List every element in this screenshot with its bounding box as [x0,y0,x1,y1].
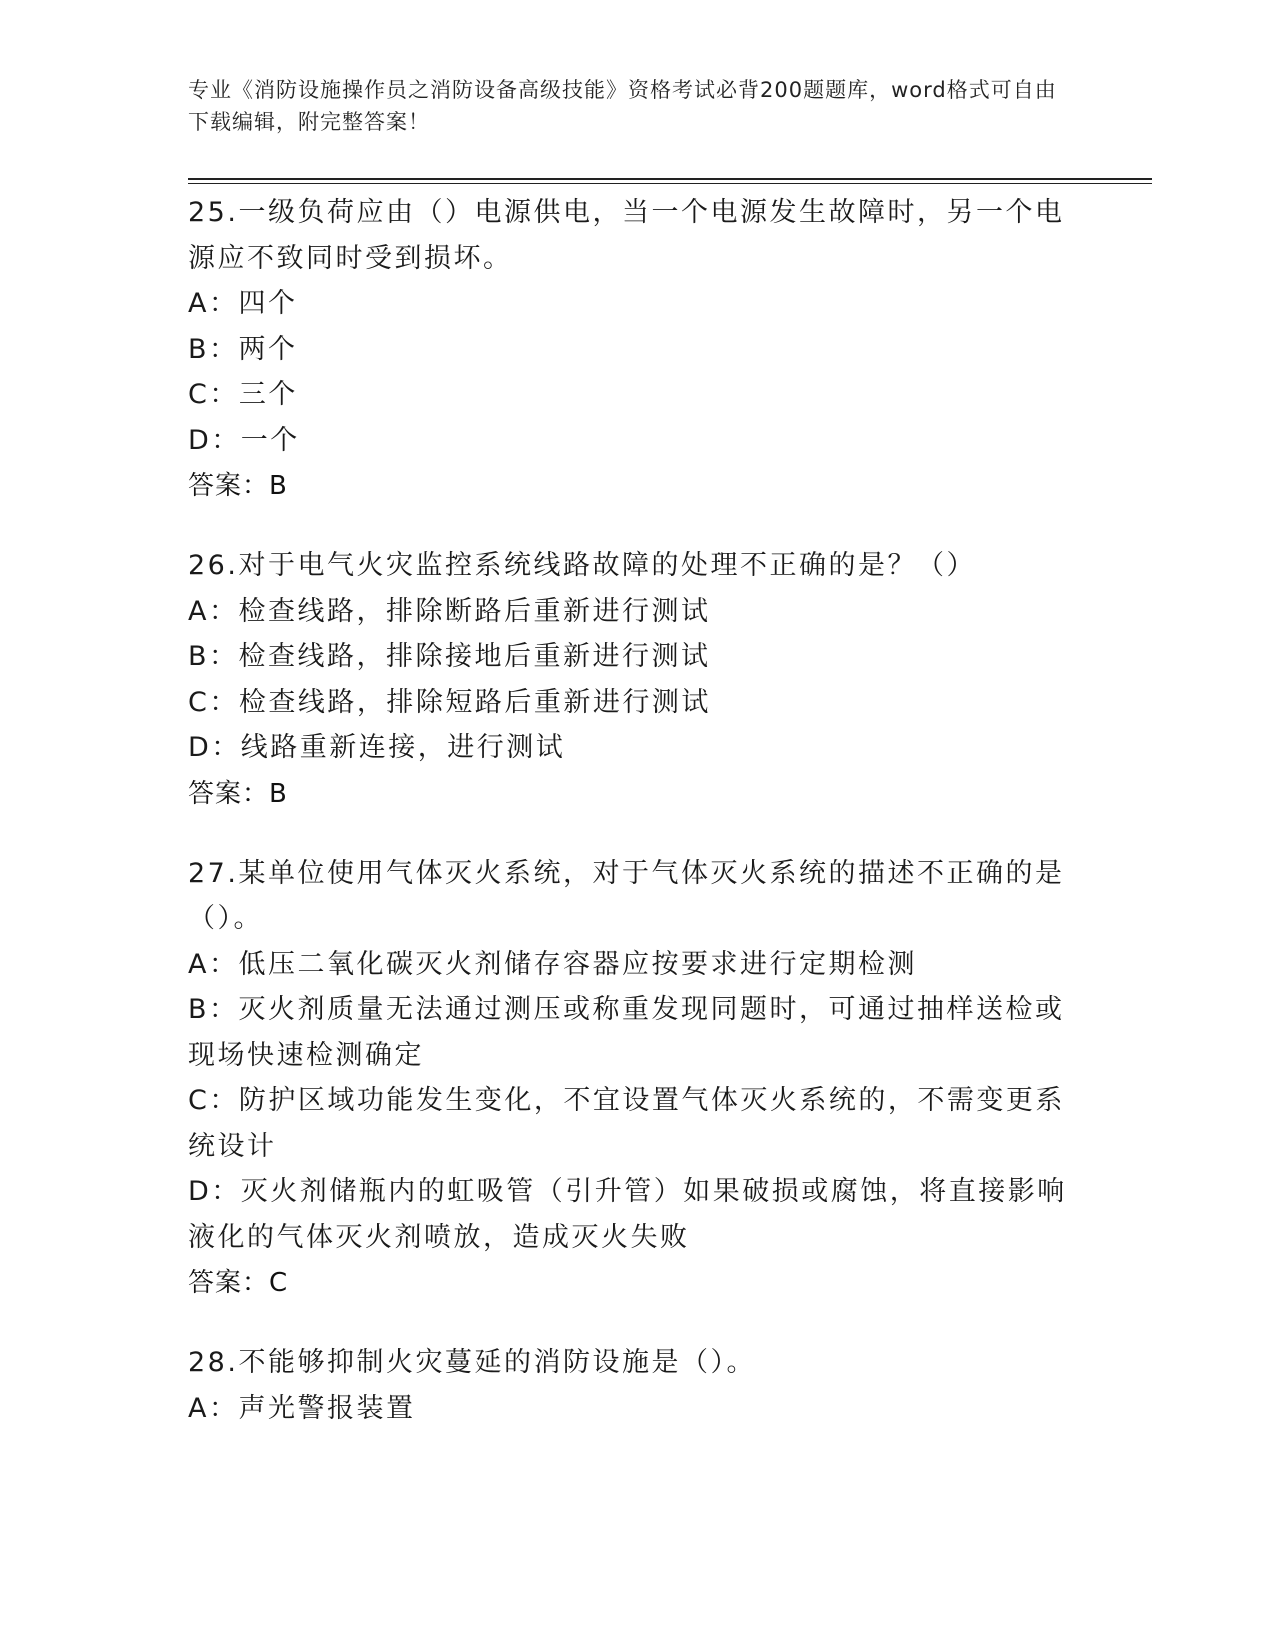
answer: 答案：B [188,778,288,809]
question-text: 26.对于电气火灾监控系统线路故障的处理不正确的是？（） [188,550,976,581]
option-b: B：检查线路，排除接地后重新进行测试 [188,641,711,672]
question-25 [188,190,1088,509]
answer: 答案：B [188,471,288,501]
question-text: 25.一级负荷应由（）电源供电，当一个电源发生故障时，另一个电源应不致同时受到损坏。 [188,197,1065,274]
option-d: D：灭火剂储瓶内的虹吸管（引升管）如果破损或腐蚀，将直接影响液化的气体灭火剂喷放，造成灭火失败 [188,1176,1067,1253]
option-c: C：检查线路，排除短路后重新进行测试 [188,686,711,718]
option-b: B：两个 [188,333,298,365]
option-a: A：四个 [188,288,298,319]
question-list [188,190,1088,1465]
option-d: D：一个 [188,424,300,456]
header-rule-thin [188,183,1152,184]
option-b: B：灭火剂质量无法通过测压或称重发现同题时，可通过抽样送检或现场快速检测确定 [188,994,1065,1071]
question-28 [188,1340,1088,1431]
answer: 答案：C [188,1268,289,1298]
option-c: C：防护区域功能发生变化，不宜设置气体灭火系统的，不需变更系统设计 [188,1085,1065,1162]
option-c: C：三个 [188,379,298,410]
option-d: D：线路重新连接，进行测试 [188,732,566,763]
question-text: 27.某单位使用气体灭火系统，对于气体灭火系统的描述不正确的是（）。 [188,857,1065,934]
question-27 [188,851,1088,1307]
document-header: 专业《消防设施操作员之消防设备高级技能》资格考试必背200题题库，word格式可自由下载编辑，附完整答案！ [188,78,1057,134]
question-text: 28.不能够抑制火灾蔓延的消防设施是（）。 [188,1347,756,1378]
question-26 [188,543,1088,817]
option-a: A：低压二氧化碳灭火剂储存容器应按要求进行定期检测 [188,948,917,980]
header-rule-thick [188,178,1152,180]
option-a: A：检查线路，排除断路后重新进行测试 [188,595,711,627]
option-a: A：声光警报装置 [188,1392,416,1424]
